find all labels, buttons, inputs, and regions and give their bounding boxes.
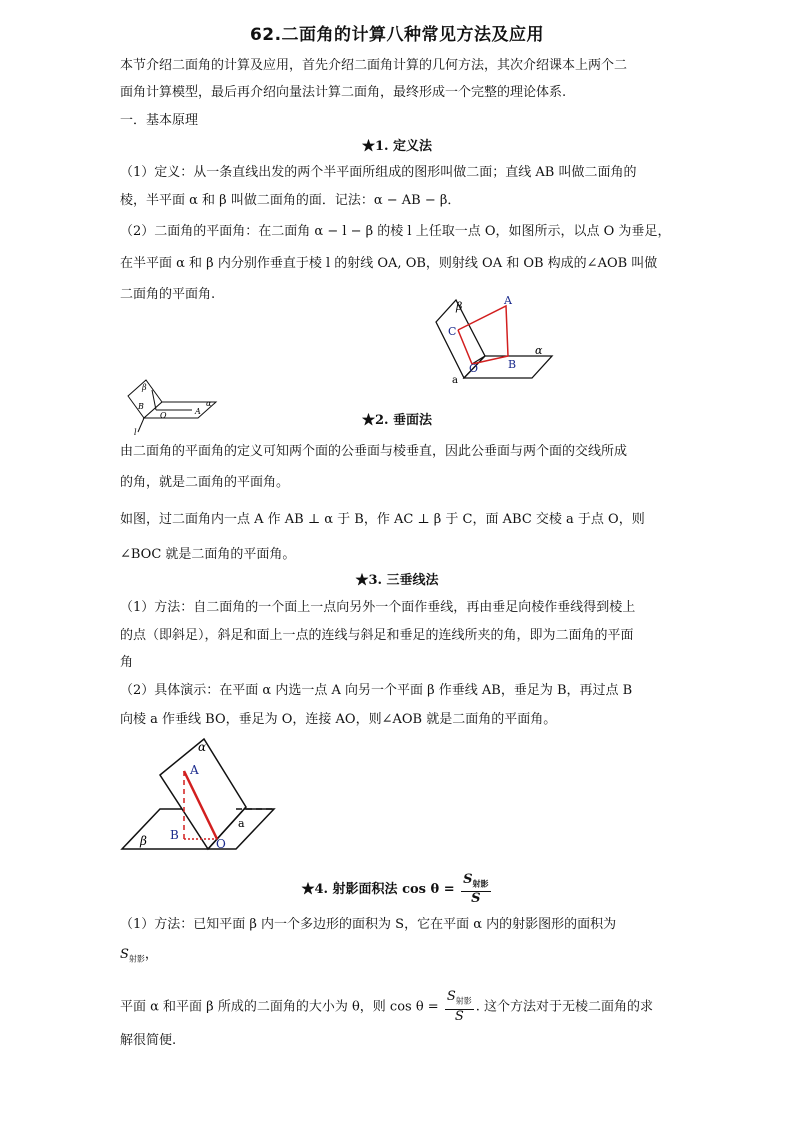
method3-line5: 向棱 a 作垂线 BO，垂足为 O，连接 AO，则∠AOB 就是二面角的平面角。 [120, 712, 557, 727]
method3-line2: 的点（即斜足），斜足和面上一点的连线与斜足和垂足的连线所夹的角，即为二面角的平面 [120, 628, 634, 643]
fig1-o-label: O [469, 362, 479, 375]
method4-line2-end: ， [144, 947, 158, 962]
method1-p1-line2: 棱，半平面 α 和 β 叫做二面角的面．记法：α − AB − β． [120, 193, 461, 208]
method1-p2-line2: 在半平面 α 和 β 内分别作垂直于棱 l 的射线 OA, OB，则射线 OA 和 OB 构成的∠AOB 叫做 [120, 256, 658, 271]
fig3-beta-label: β [140, 834, 147, 848]
fig3-alpha-label: α [198, 740, 207, 754]
method4-heading-text: ★4. 射影面积法 cos θ = [301, 881, 455, 897]
fig2-beta-label: β [142, 383, 147, 392]
fig1-alpha-label: α [535, 344, 543, 357]
method1-p1-line1: （1）定义：从一条直线出发的两个半平面所组成的图形叫做二面；直线 AB 叫做二面角的 [120, 165, 637, 180]
fig3-edge-label: a [238, 817, 245, 830]
method3-line3: 角 [120, 655, 134, 670]
intro-line-2: 面角计算模型，最后再介绍向量法计算二面角，最终形成一个完整的理论体系. [120, 85, 567, 100]
method1-heading: ★1. 定义法 [361, 139, 433, 154]
method2-line4: ∠BOC 就是二面角的平面角。 [120, 547, 296, 562]
method1-p2-line3: 二面角的平面角. [120, 287, 216, 302]
inline-frac-numerator: S [446, 989, 456, 1004]
s-projection-subscript: 射影 [128, 954, 145, 964]
method1-p2-line1: （2）二面角的平面角：在二面角 α − l − β 的棱 l 上任取一点 O，如图所示，以点 O 为垂足， [120, 224, 671, 239]
projection-fraction [461, 873, 490, 906]
method4-heading [0, 873, 794, 906]
method3-line1: （1）方法：自二面角的一个面上一点向另外一个面作垂线，再由垂足向棱作垂线得到棱上 [120, 600, 636, 615]
method4-line3-end: . 这个方法对于无棱二面角的求 [475, 999, 653, 1015]
fig2-l-label: l [134, 428, 137, 436]
fig1-beta-label: β [456, 300, 463, 313]
method2-line1: 由二面角的平面角的定义可知两个面的公垂面与棱垂直，因此公垂面与两个面的交线所成 [120, 444, 628, 459]
method4-line3 [120, 990, 680, 1024]
fig1-c-label: C [448, 325, 457, 338]
inline-fraction [445, 990, 474, 1024]
fig1-edge-label: a [452, 375, 458, 386]
fig1-b-label: B [508, 358, 517, 371]
fig2-a-label: A [195, 407, 201, 416]
fig3-o-label: O [216, 837, 226, 851]
fig2-b-label: B [138, 402, 144, 411]
method3-line4: （2）具体演示：在平面 α 内选一点 A 向另一个平面 β 作垂线 AB，垂足为 B，再过点 B [120, 683, 633, 698]
s-projection-symbol: S [120, 947, 129, 962]
frac-denominator: S [471, 890, 481, 906]
inline-frac-subscript: 射影 [455, 996, 472, 1006]
fig3-a-label: A [190, 763, 199, 777]
frac-numerator: S [463, 872, 473, 887]
intro-line-1: 本节介绍二面角的计算及应用，首先介绍二面角计算的几何方法，其次介绍课本上两个二 [120, 58, 628, 73]
method3-heading: ★3. 三垂线法 [355, 573, 439, 588]
fig1-a-label: A [504, 294, 512, 307]
three-perpendicular-figure [118, 735, 278, 853]
frac-subscript: 射影 [472, 878, 489, 889]
fig3-b-label: B [170, 828, 179, 842]
dihedral-figure-definition [428, 294, 560, 386]
inline-frac-denominator: S [454, 1008, 464, 1024]
method4-line2 [120, 946, 680, 969]
method2-line2: 的角，就是二面角的平面角。 [120, 475, 290, 490]
fig2-alpha-label: α [206, 399, 212, 408]
fig2-o-label: O [160, 411, 167, 420]
method4-line3-start: 平面 α 和平面 β 所成的二面角的大小为 θ，则 cos θ = [120, 999, 439, 1015]
page-title: 62.二面角的计算八种常见方法及应用 [249, 25, 545, 45]
section-heading: 一．基本原理 [120, 113, 199, 128]
method4-line1: （1）方法：已知平面 β 内一个多边形的面积为 S，它在平面 α 内的射影图形的面积为 [120, 917, 617, 932]
method4-line4: 解很简便. [120, 1033, 177, 1048]
method2-heading: ★2. 垂面法 [361, 413, 433, 428]
method2-line3: 如图，过二面角内一点 A 作 AB ⊥ α 于 B，作 AC ⊥ β 于 C，面 ABC 交棱 a 于点 O，则 [120, 512, 645, 527]
